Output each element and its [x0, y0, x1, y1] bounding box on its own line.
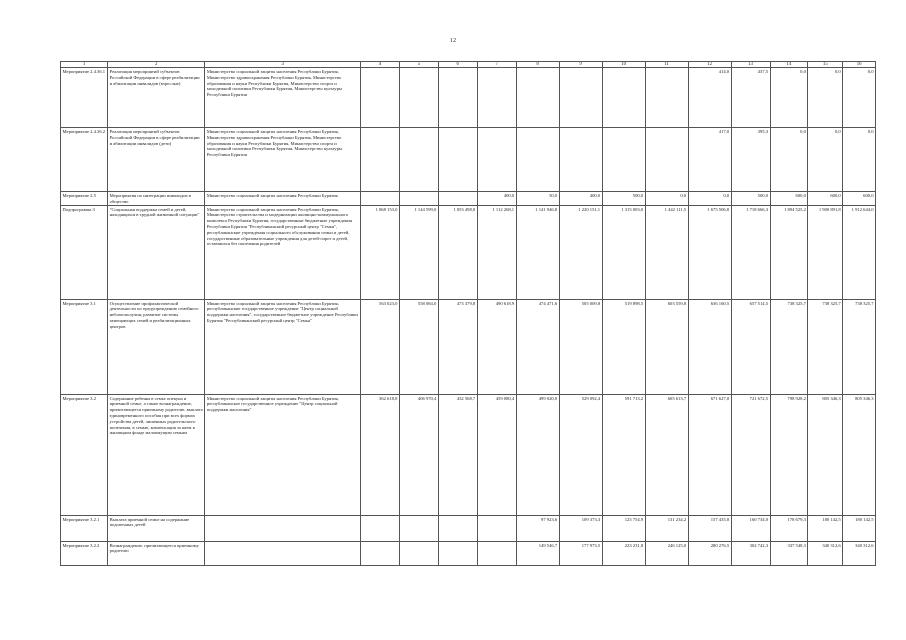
row-value [399, 128, 438, 192]
column-header: 10 [602, 62, 645, 68]
row-value [438, 192, 477, 206]
row-value: 738 325,7 [808, 299, 843, 394]
row-value: 246 125,0 [645, 541, 688, 565]
row-value [645, 68, 688, 128]
table-row [61, 68, 876, 128]
page-number: 12 [449, 38, 457, 44]
row-value: 0,0 [843, 128, 876, 192]
table-row [61, 541, 876, 565]
row-value: 519 898,5 [602, 299, 645, 394]
row-value [438, 68, 477, 128]
row-name: Осуществление профилактической деятельности по предупреждению семейного неблагополучия; развитие системы замещающих семей и реабилитационных центров [108, 299, 205, 394]
row-value [399, 515, 438, 541]
row-value [645, 128, 688, 192]
row-value [360, 128, 399, 192]
row-executor: Министерство социальной защиты населения Республики Бурятия [205, 192, 361, 206]
row-value: 1 718 666,3 [731, 205, 770, 299]
column-header: 4 [360, 62, 399, 68]
row-value: 432 568,7 [438, 394, 477, 515]
row-value: 280 276,5 [688, 541, 731, 565]
row-value [477, 68, 516, 128]
row-value: 459 080,4 [477, 394, 516, 515]
row-value: 0,0 [770, 128, 808, 192]
row-value: 400,0 [559, 192, 602, 206]
row-value: 178 679,3 [770, 515, 808, 541]
row-value: 0,0 [688, 192, 731, 206]
row-value [399, 541, 438, 565]
row-value: 500,0 [602, 192, 645, 206]
budget-table [60, 61, 876, 566]
row-value: 160 734,0 [731, 515, 770, 541]
row-value [477, 515, 516, 541]
row-code: Мероприятие 2.4.36.2 [61, 128, 108, 192]
row-value: 414,0 [688, 68, 731, 128]
row-value [360, 68, 399, 128]
row-value: 805 346,3 [843, 394, 876, 515]
row-executor [205, 541, 361, 565]
row-value: 395,3 [731, 128, 770, 192]
table-row [61, 192, 876, 206]
row-value: 131 234,2 [645, 515, 688, 541]
row-value: 474 471,6 [516, 299, 559, 394]
row-executor: Министерство социальной защиты населения Республики Бурятия, республиканские государственное учреждение "Центр социальной поддержки населения", государственное бюджетное учреждение Республики Бурятия "Республиканский ресурсный центр "Семья" [205, 299, 361, 394]
row-value: 340 312,6 [808, 541, 843, 565]
row-value: 302 742,3 [731, 541, 770, 565]
row-value: 671 627,0 [688, 394, 731, 515]
row-value: 603 559,8 [645, 299, 688, 394]
row-executor: Министерство социальной защиты населения Республики Бурятия, Министерство здравоохранения Республики Бурятия, Министерство образования и науки Республики Бурятия, Министерство спорта и молодежной политики Республики Бурятия, Министерство культуры Республики Бурятия [205, 128, 361, 192]
row-value: 591 713,2 [602, 394, 645, 515]
row-value [477, 128, 516, 192]
row-value: 636 160,5 [688, 299, 731, 394]
row-executor [205, 515, 361, 541]
row-value [360, 515, 399, 541]
row-code: Подпрограмма 3 [61, 205, 108, 299]
table-row [61, 128, 876, 192]
row-value: 177 973,5 [559, 541, 602, 565]
row-code: Мероприятие 3.2.1 [61, 515, 108, 541]
row-value: 149 546,7 [516, 541, 559, 565]
row-value: 0,0 [808, 128, 843, 192]
row-value: 657 514,5 [731, 299, 770, 394]
row-value [559, 128, 602, 192]
column-header: 8 [516, 62, 559, 68]
column-header: 6 [438, 62, 477, 68]
row-value: 505 009,8 [559, 299, 602, 394]
column-header: 13 [731, 62, 770, 68]
row-value [360, 192, 399, 206]
row-value: 125 754,9 [602, 515, 645, 541]
row-value: 499 020,0 [516, 394, 559, 515]
column-header: 14 [770, 62, 808, 68]
row-value [438, 515, 477, 541]
row-value: 400,0 [477, 192, 516, 206]
row-code: Мероприятие 3.2.2 [61, 541, 108, 565]
row-name: Реализация мероприятий субъектов Российской Федерации в сфере реабилитации и абилитации инвалидов (взрослые) [108, 68, 205, 128]
row-value: 0,0 [843, 68, 876, 128]
row-value: 1 112 268,1 [477, 205, 516, 299]
row-value [438, 541, 477, 565]
row-value: 600,0 [808, 192, 843, 206]
row-value: 605 613,7 [645, 394, 688, 515]
column-header: 7 [477, 62, 516, 68]
row-value: 1 144 599,0 [399, 205, 438, 299]
row-code: Мероприятие 3.2 [61, 394, 108, 515]
row-value [516, 68, 559, 128]
row-value [360, 541, 399, 565]
row-value [477, 541, 516, 565]
row-value [559, 68, 602, 128]
row-value: 1 442 111,5 [645, 205, 688, 299]
row-value: 1 894 525,2 [770, 205, 808, 299]
row-value: 738 325,7 [843, 299, 876, 394]
row-value: 721 672,5 [731, 394, 770, 515]
row-value: 50,0 [516, 192, 559, 206]
table-row [61, 205, 876, 299]
column-header: 16 [843, 62, 876, 68]
row-value: 417,0 [688, 128, 731, 192]
row-value: 109 373,3 [559, 515, 602, 541]
row-value: 1 900 891,8 [808, 205, 843, 299]
row-value [438, 128, 477, 192]
column-header: 3 [205, 62, 361, 68]
row-value: 337 548,3 [770, 541, 808, 565]
row-value: 1 315 003,0 [602, 205, 645, 299]
row-value: 529 092,4 [559, 394, 602, 515]
row-value: 340 312,6 [843, 541, 876, 565]
column-header: 12 [688, 62, 731, 68]
row-value: 362 618,8 [360, 394, 399, 515]
column-header: 15 [808, 62, 843, 68]
column-header: 1 [61, 62, 108, 68]
row-value [516, 128, 559, 192]
row-executor: Министерство социальной защиты населения Республики Бурятия, республиканское государственное учреждение "Центр социальной поддержки населения" [205, 394, 361, 515]
column-header: 5 [399, 62, 438, 68]
row-executor: Министерство социальной защиты населения Республики Бурятия, Министерство здравоохранения Республики Бурятия, Министерство образования и науки Республики Бурятия, Министерство спорта и молодежной политики Республики Бурятия, Министерство культуры Республики Бурятия [205, 68, 361, 128]
table-row [61, 394, 876, 515]
column-header: 9 [559, 62, 602, 68]
row-value: 0,0 [645, 192, 688, 206]
row-code: Мероприятие 2.4.36.1 [61, 68, 108, 128]
row-value: 563 023,0 [360, 299, 399, 394]
row-value: 558 084,0 [399, 299, 438, 394]
row-value [602, 128, 645, 192]
row-value: 600,0 [843, 192, 876, 206]
row-value [399, 192, 438, 206]
row-value: 1 912 644,0 [843, 205, 876, 299]
row-value: 1 675 506,8 [688, 205, 731, 299]
row-name: "Социальная поддержка семей и детей, находящихся в трудной жизненной ситуации" [108, 205, 205, 299]
row-code: Мероприятие 2.5 [61, 192, 108, 206]
row-value: 500,0 [731, 192, 770, 206]
row-value: 406 970,4 [399, 394, 438, 515]
row-value: 1 220 151,1 [559, 205, 602, 299]
row-value: 97 923,6 [516, 515, 559, 541]
row-name: Содержание ребенка в семье опекуна и приемной семье, а также вознаграждение, причитающееся приемному родителю, выплата единовременного пособия при всех формах устройства детей, лишенных родительского попечения, в семью, компенсация за наем в жилищном фонде малоимущим семьям [108, 394, 205, 515]
row-value: 223 231,8 [602, 541, 645, 565]
row-value: 1 141 946,8 [516, 205, 559, 299]
table-row [61, 299, 876, 394]
row-name: Вознаграждение, причитающееся приемному родителю [108, 541, 205, 565]
table-row [61, 515, 876, 541]
row-value: 157 435,8 [688, 515, 731, 541]
row-code: Мероприятие 3.1 [61, 299, 108, 394]
row-value: 805 346,3 [808, 394, 843, 515]
row-name: Мероприятия по интеграции инвалидов в общество [108, 192, 205, 206]
row-value: 473 379,8 [438, 299, 477, 394]
row-name: Выплата приемной семье на содержание подопечных детей [108, 515, 205, 541]
row-value: 0,0 [808, 68, 843, 128]
row-name: Реализация мероприятий субъектов Российской Федерации в сфере реабилитации и абилитации инвалидов (дети) [108, 128, 205, 192]
column-header: 11 [645, 62, 688, 68]
row-value [399, 68, 438, 128]
row-value: 490 618,9 [477, 299, 516, 394]
row-value: 1 068 153,0 [360, 205, 399, 299]
row-value [602, 68, 645, 128]
row-value: 180 142,5 [808, 515, 843, 541]
row-value: 0,0 [770, 68, 808, 128]
row-value: 738 325,7 [770, 299, 808, 394]
row-executor: Министерство социальной защиты населения Республики Бурятия, Министерство строительства и модернизации жилищно-коммунального комплекса Республики Бурятия, государственные бюджетные учреждения Республики Бурятия "Республиканский ресурсный центр "Семья", республиканские учреждения социального обслуживания семьи и детей, государственные образовательные учреждения для детей-сирот и детей, оставшихся без попечения родителей [205, 205, 361, 299]
column-header: 2 [108, 62, 205, 68]
row-value: 1 053 498,0 [438, 205, 477, 299]
row-value: 437,5 [731, 68, 770, 128]
row-value: 600,0 [770, 192, 808, 206]
row-value: 798 928,2 [770, 394, 808, 515]
row-value: 180 142,5 [843, 515, 876, 541]
